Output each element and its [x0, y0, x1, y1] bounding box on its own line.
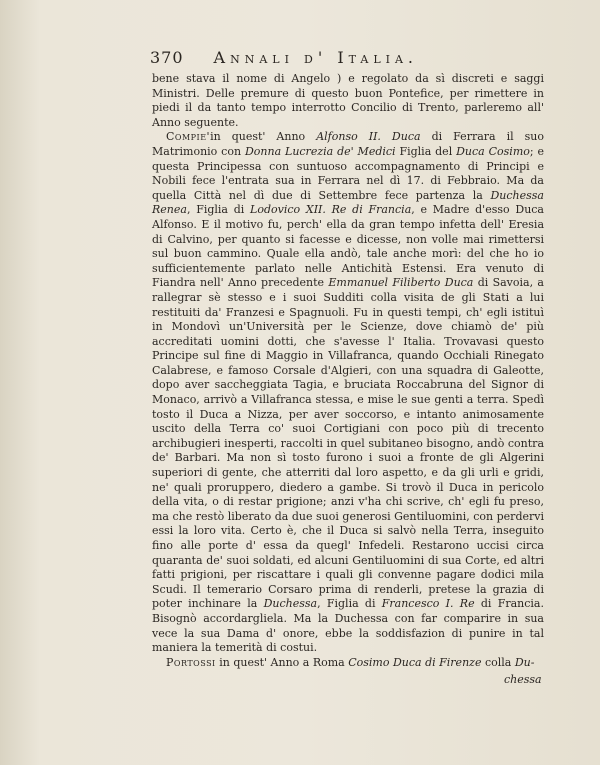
- text-segment: Donna Lucrezia de' Medici: [244, 144, 396, 158]
- text-segment: Figlia del: [395, 144, 457, 158]
- paragraph-2: [152, 130, 544, 655]
- text-segment: Compie': [166, 130, 211, 144]
- text-segment: , e Madre d'esso Duca Alfonso. E il motivo fu, perch' ella da gran tempo infetta dell' Eresia di Calvino, per quanto si facesse e dicesse, non volle mai rimettersi sul buon cammino. Quale ella andò, tale anche morì: del che ho io sufficientemente parlato nelle Antichità Estensi. Era venuto di Fiandra nell' Anno precedente: [152, 203, 544, 290]
- text-segment: , Figlia di: [317, 597, 382, 611]
- text-segment: di Savoia, a rallegrar sè stesso e i suoi Sudditi colla visita de gli Stati a lui restituiti da' Franzesi e Spagnuoli. Fu in questi tempi, ch' egli istituì in Mondovì un'Università per le Scienze, dove chiamò de' più accreditati uomini dotti, che s'avesse l' Italia. Trovavasi questo Principe sul fine di Maggio in Villafranca, quando Occhiali Rinegato Calabrese, e famoso Corsale d'Algieri, con una squadra di Galeotte, dopo aver saccheggiata Tagia, e bruciata Roccabruna del Signor di Monaco, arrivò a Villafranca stessa, e mise le sue genti a terra. Spedì tosto il Duca a Nizza, per aver soccorso, e intanto animosamente uscito della Terra co' suoi Cortigiani con poco più di trecento archibugieri inesperti, raccolti in quel subitaneo bisogno, andò contra de' Barbari. Ma non sì tosto furono i suoi a fronte de gli Algerini superiori di gente, che atterriti dal loro aspetto, e da gli urli e gridi, ne' quali proruppero, diedero a gambe. Si trovò il Duca in pericolo della vita, o di restar prigione; anzi v'ha chi scrive, ch' egli fu preso, ma che restò liberato da due suoi generosi Gentiluomini, con perdervi essi la loro vita. Certo è, che il Duca si salvò nella Terra, inseguito fino alle porte d' essa da quegl' Infedeli. Restarono uccisi circa quaranta de' suoi soldati, ed alcuni Gentiluomini di sua Corte, ed altri fatti prigioni, per riscattare i quali gli convenne pagare dodici mila Scudi. Il temerario Corsaro prima di renderli, pretese la grazia di poter inchinare la: [152, 276, 544, 611]
- text-segment: Cosimo Duca di Firenze: [348, 655, 482, 669]
- running-head: [150, 48, 520, 67]
- paragraph-1: [152, 72, 544, 130]
- text-segment: di Ferrara il suo Matrimonio con: [152, 130, 545, 158]
- text-segment: in quest' Anno a Roma: [215, 655, 349, 669]
- running-title: Annali d' Italia.: [213, 48, 419, 67]
- text-segment: ; e questa Principessa con suntuoso accompagnamento di Principi e Nobili fece l'entrata sua in Ferrara nel dì 17. di Febbraio. Ma da quella Città nel dì due di Settembre fece partenza la: [152, 144, 544, 202]
- text-segment: Duchessa: [263, 597, 318, 611]
- text-segment: Duchessa Renea: [152, 188, 544, 217]
- text-segment: Francesco I. Re: [381, 597, 475, 611]
- paragraph-3: [152, 656, 544, 671]
- text-segment: Portossi: [166, 655, 216, 669]
- body-text: [152, 72, 544, 670]
- text-segment: colla: [481, 655, 515, 669]
- text-segment: di Francia. Bisognò accordargliela. Ma la Duchessa con far comparire in sua vece la sua Dama d' onore, ebbe la soddisfazion di punire in tal maniera la temerità di costui.: [152, 597, 544, 655]
- text-segment: Lodovico XII. Re di Francia: [250, 203, 412, 217]
- text-segment: bene stava il nome di Angelo ) e regolato da sì discreti e saggi Ministri. Delle premure di questo buon Pontefice, per rimettere in piedi il da tanto tempo interrotto Concilio di Trento, parleremo all' Anno seguente.: [152, 72, 544, 129]
- text-segment: , Figlia di: [186, 203, 251, 217]
- page-number: 370: [150, 48, 184, 67]
- catchword: chessa: [504, 673, 542, 686]
- text-segment: Duca Cosimo: [456, 144, 530, 158]
- text-segment: Du-: [514, 655, 535, 669]
- text-segment: in quest' Anno: [210, 130, 317, 144]
- text-segment: Alfonso II. Duca: [316, 130, 421, 144]
- text-segment: Emmanuel Filiberto Duca: [328, 276, 474, 290]
